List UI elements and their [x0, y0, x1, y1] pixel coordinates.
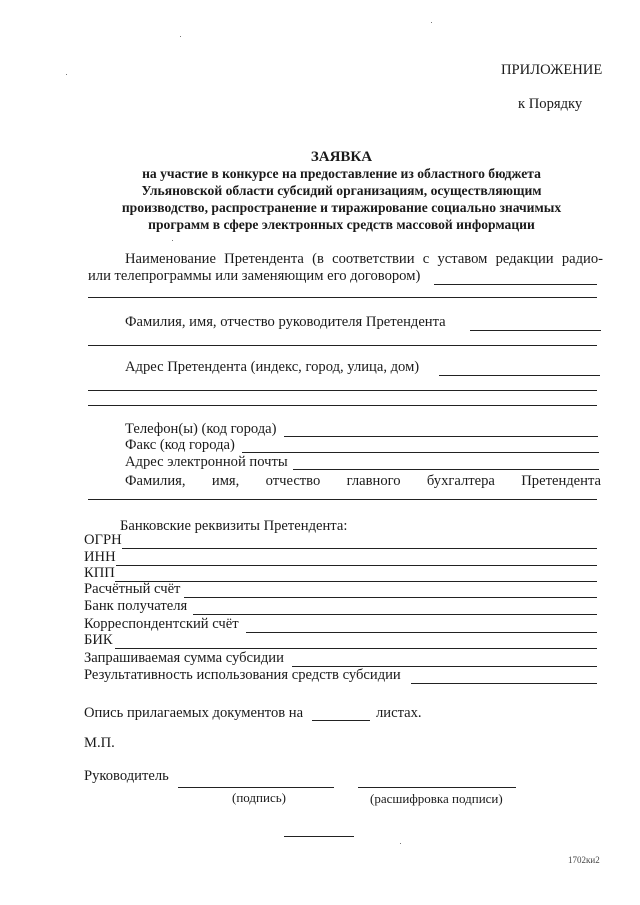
order-reference: к Порядку: [518, 96, 583, 112]
fax-field[interactable]: [242, 452, 599, 453]
kpp-field[interactable]: [115, 581, 597, 582]
address-field-extra-1[interactable]: [88, 390, 597, 391]
effectiveness-field[interactable]: [411, 683, 597, 684]
subtitle-line-3: производство, распространение и тиражирование социально значимых: [121, 200, 562, 215]
appendix-label: ПРИЛОЖЕНИЕ: [501, 62, 603, 78]
phone-label: Телефон(ы) (код города): [125, 421, 277, 437]
document-title: ЗАЯВКА: [310, 149, 373, 165]
effectiveness-label: Результативность использования средств субсидии: [84, 667, 401, 683]
subtitle-line-1: на участие в конкурсе на предоставление из областного бюджета: [142, 166, 541, 181]
stamp-label: М.П.: [84, 735, 115, 751]
correspondent-account-label: Корреспондентский счёт: [84, 616, 239, 632]
scan-speck: [400, 843, 401, 844]
ogrn-label: ОГРН: [84, 532, 122, 548]
signature-decryption-field[interactable]: [358, 787, 516, 788]
address-field[interactable]: [439, 375, 600, 376]
subtitle-line-4: программ в сфере электронных средств массовой информации: [148, 217, 535, 232]
email-label: Адрес электронной почты: [125, 454, 288, 470]
settlement-account-label: Расчётный счёт: [84, 581, 181, 597]
applicant-name-field[interactable]: [434, 284, 597, 285]
applicant-name-label: Наименование Претендента (в соответствии с уставом редакции радио-: [125, 251, 603, 267]
bik-field[interactable]: [115, 648, 597, 649]
subtitle-line-2: Ульяновской области субсидий организациям, осуществляющим: [141, 183, 542, 198]
head-signature-label: Руководитель: [84, 768, 169, 784]
recipient-bank-field[interactable]: [193, 614, 597, 615]
bik-label: БИК: [84, 632, 113, 648]
scan-speck: [180, 36, 181, 37]
address-field-extra-2[interactable]: [88, 405, 597, 406]
head-name-field-extra[interactable]: [88, 345, 597, 346]
head-name-field[interactable]: [470, 330, 601, 331]
kpp-label: КПП: [84, 565, 115, 581]
requested-amount-label: Запрашиваемая сумма субсидии: [84, 650, 284, 666]
applicant-name-field-extra[interactable]: [88, 297, 597, 298]
inventory-label: Опись прилагаемых документов на: [84, 705, 304, 721]
accountant-name-field[interactable]: [88, 499, 597, 500]
applicant-name-label-cont: или телепрограммы или заменяющим его договором): [88, 268, 421, 284]
recipient-bank-label: Банк получателя: [84, 598, 188, 614]
scan-speck: [66, 74, 67, 75]
inn-label: ИНН: [84, 549, 116, 565]
inventory-suffix: листах.: [376, 705, 422, 721]
decryption-caption: (расшифровка подписи): [370, 791, 503, 806]
settlement-account-field[interactable]: [184, 597, 597, 598]
signature-caption: (подпись): [232, 790, 286, 805]
accountant-name-label: Фамилия, имя, отчество главного бухгалтера Претендента: [125, 473, 601, 489]
head-name-label: Фамилия, имя, отчество руководителя Претендента: [125, 314, 446, 330]
scan-speck: [431, 22, 432, 23]
footer-rule: [284, 836, 354, 837]
inventory-sheets-field[interactable]: [312, 720, 370, 721]
bank-details-heading: Банковские реквизиты Претендента:: [120, 518, 348, 534]
phone-field[interactable]: [284, 436, 598, 437]
fax-label: Факс (код города): [125, 437, 235, 453]
document-code: 1702ки2: [568, 855, 600, 865]
email-field[interactable]: [293, 469, 599, 470]
signature-field[interactable]: [178, 787, 334, 788]
ogrn-field[interactable]: [122, 548, 597, 549]
correspondent-account-field[interactable]: [246, 632, 597, 633]
inn-field[interactable]: [116, 565, 597, 566]
address-label: Адрес Претендента (индекс, город, улица, дом): [125, 359, 420, 375]
scan-speck: [172, 240, 173, 241]
